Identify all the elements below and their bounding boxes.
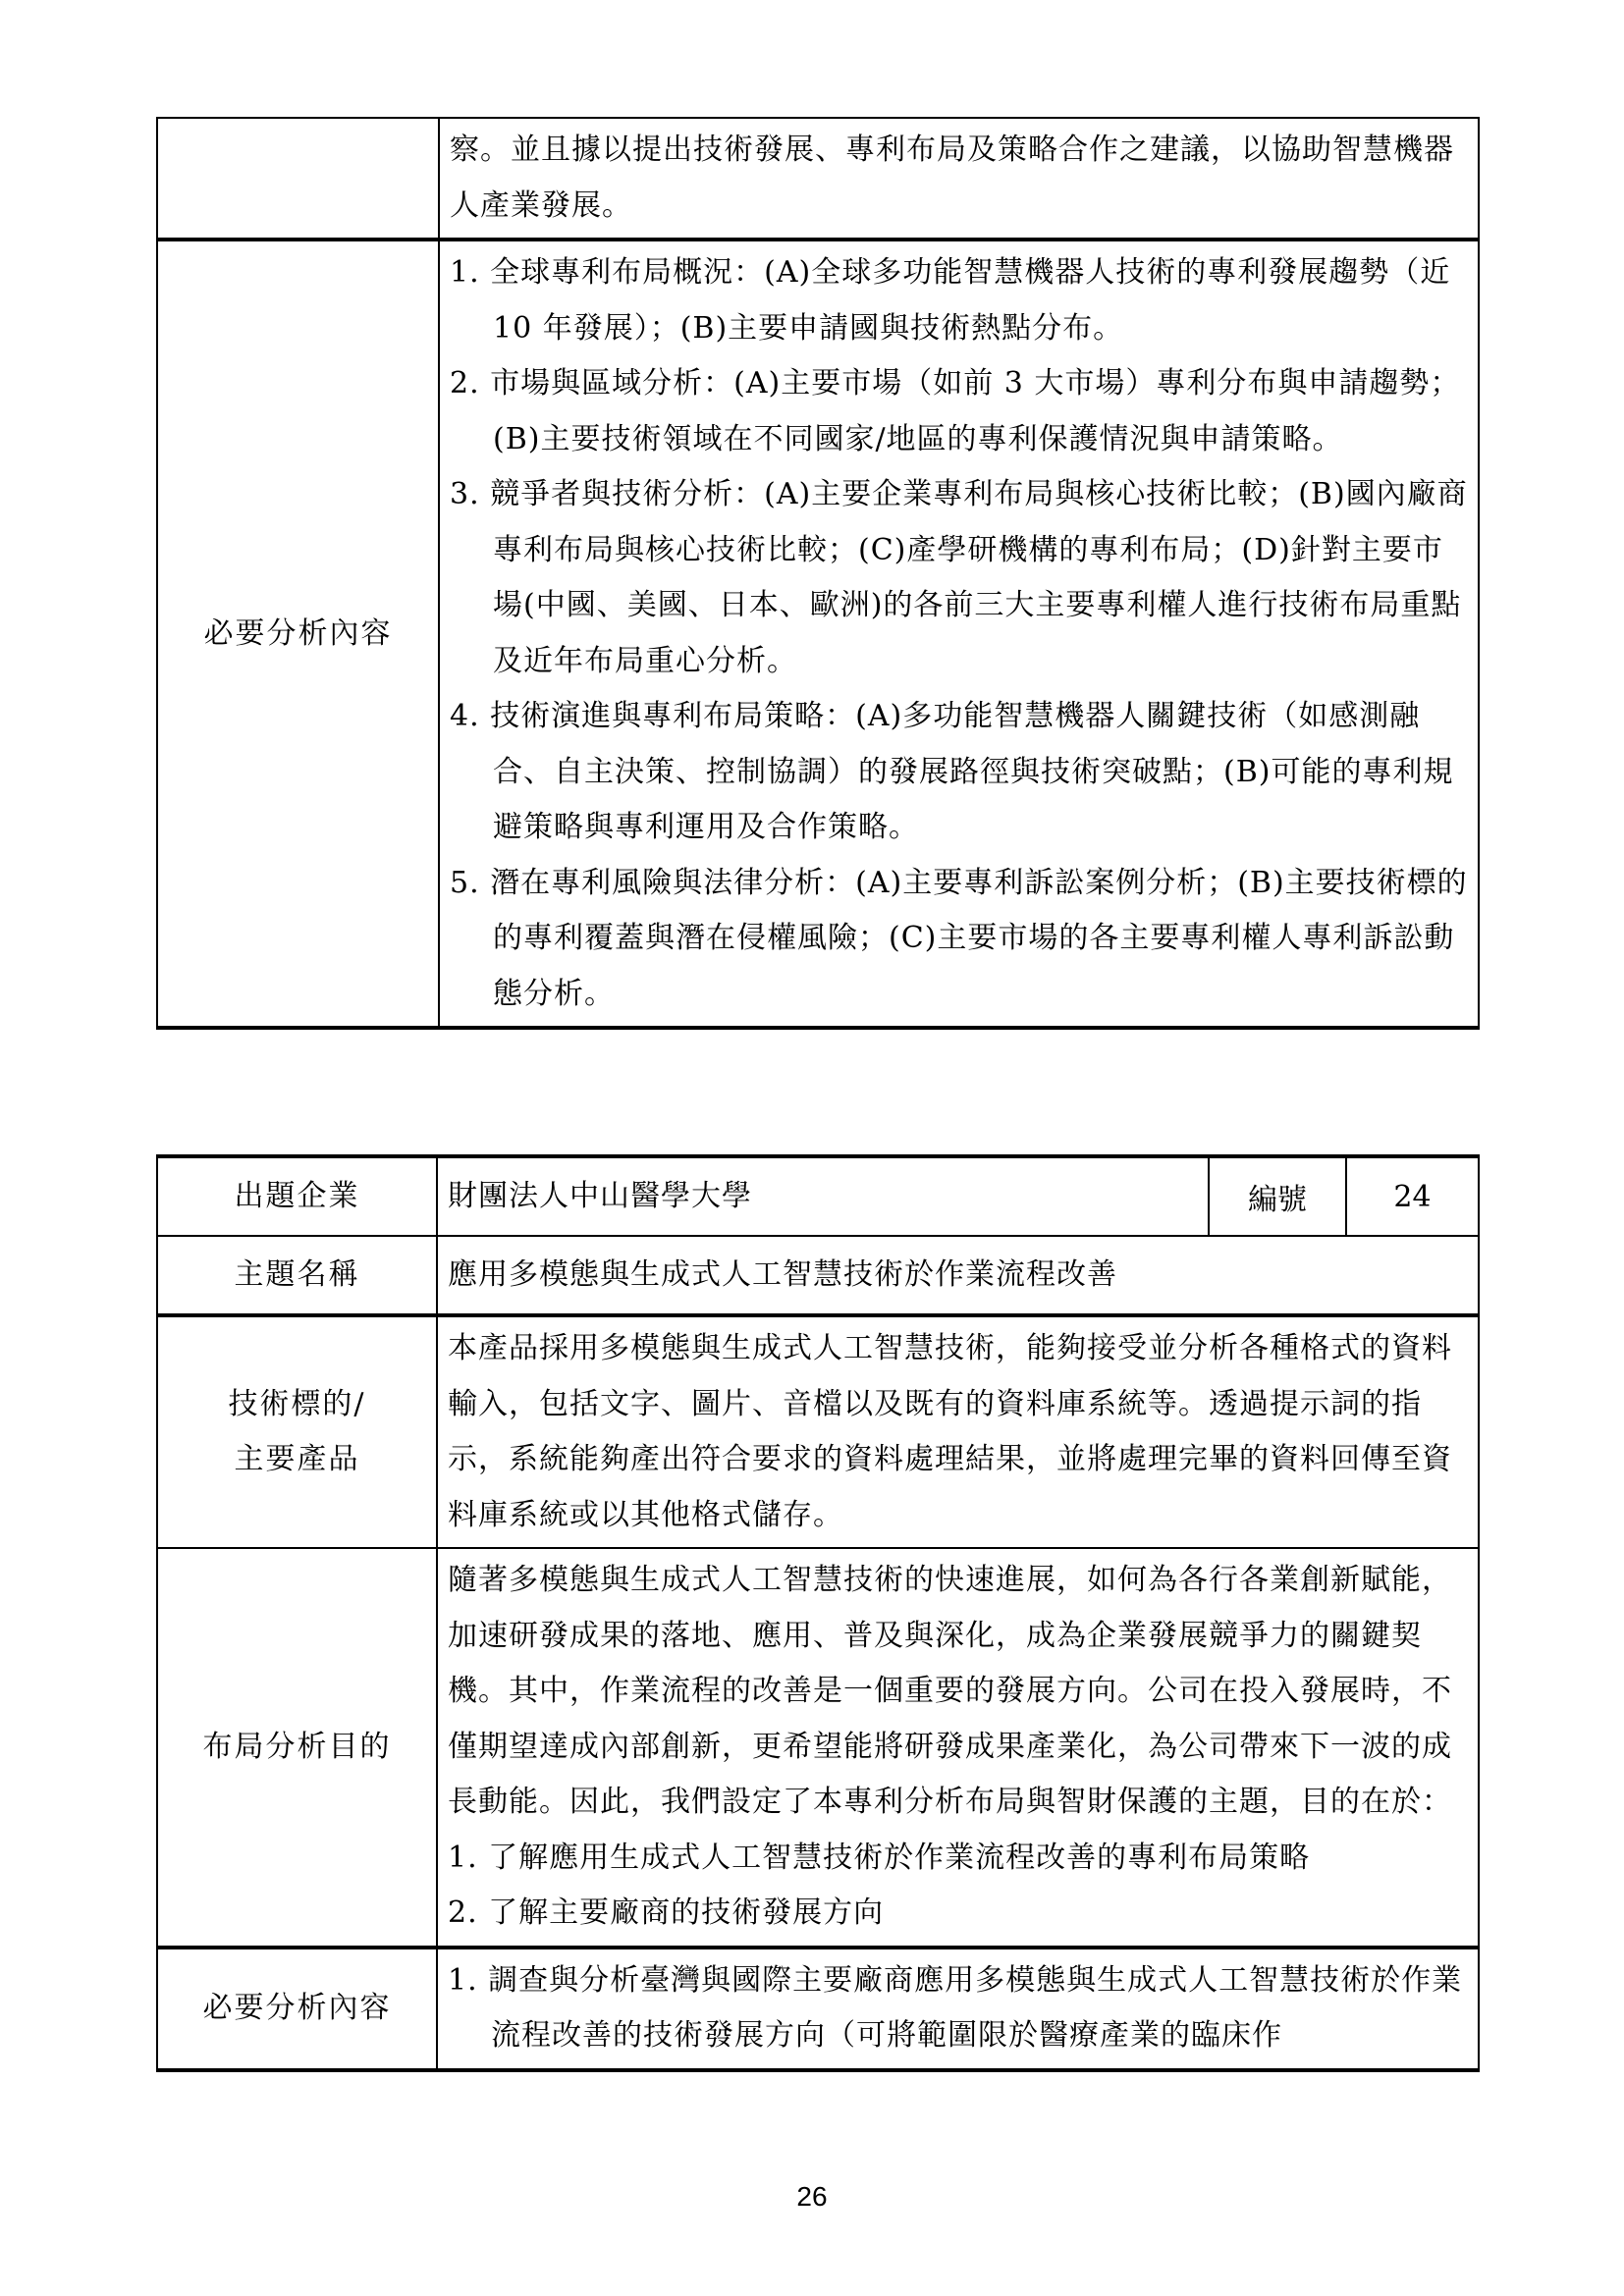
analysis-item: 3. 競爭者與技術分析：(A)主要企業專利布局與核心技術比較；(B)國內廠商專利布局與核心技術比較；(C)產學研機構的專利布局；(D)針對主要市場(中國、美國、日本、歐洲)的各前三大主要專利權人進行技術布局重點及近年布局重心分析。 bbox=[450, 477, 1468, 678]
analysis-item: 2. 市場與區域分析：(A)主要市場（如前 3 大市場）專利分布與申請趨勢；(B)主要技術領域在不同國家/地區的專利保護情況與申請策略。 bbox=[450, 366, 1461, 456]
patent-topic-table-24 bbox=[156, 1154, 1480, 2072]
analysis-item: 1. 全球專利布局概況：(A)全球多功能智慧機器人技術的專利發展趨勢（近 10 年發展）；(B)主要申請國與技術熱點分布。 bbox=[450, 255, 1451, 346]
topic-value: 應用多模態與生成式人工智慧技術於作業流程改善 bbox=[437, 1236, 1479, 1315]
number-value: 24 bbox=[1346, 1156, 1479, 1236]
required-analysis-label: 必要分析內容 bbox=[157, 1948, 437, 2070]
row-label-empty bbox=[157, 118, 439, 240]
page-number: 26 bbox=[796, 2181, 828, 2212]
target-label-line1: 技術標的/ bbox=[228, 1387, 366, 1421]
table-row-company bbox=[157, 1156, 1479, 1236]
purpose-label: 布局分析目的 bbox=[157, 1548, 437, 1948]
analysis-item: 4. 技術演進與專利布局策略：(A)多功能智慧機器人關鍵技術（如感測融合、自主決策、控制協調）的發展路徑與技術突破點；(B)可能的專利規避策略與專利運用及合作策略。 bbox=[450, 699, 1454, 844]
target-product-value bbox=[437, 1315, 1479, 1548]
purpose-item: 1. 了解應用生成式人工智慧技術於作業流程改善的專利布局策略 bbox=[448, 1840, 1311, 1875]
table-row-target-product bbox=[157, 1315, 1479, 1548]
description-continued-text: 察。並且據以提出技術發展、專利布局及策略合作之建議，以協助智慧機器人產業發展。 bbox=[450, 133, 1454, 223]
target-product-label bbox=[157, 1315, 437, 1548]
number-label: 編號 bbox=[1209, 1156, 1346, 1236]
purpose-item: 2. 了解主要廠商的技術發展方向 bbox=[448, 1896, 885, 1930]
description-continued-cell bbox=[439, 118, 1479, 240]
purpose-content bbox=[437, 1548, 1479, 1948]
company-value: 財團法人中山醫學大學 bbox=[437, 1156, 1209, 1236]
patent-topic-table-continued bbox=[156, 117, 1480, 1030]
required-analysis-content bbox=[439, 240, 1479, 1028]
required-analysis-content bbox=[437, 1948, 1479, 2070]
purpose-paragraph: 隨著多模態與生成式人工智慧技術的快速進展，如何為各行各業創新賦能，加速研發成果的落地、應用、普及與深化，成為企業發展競爭力的關鍵契機。其中，作業流程的改善是一個重要的發展方向。公司在投入發展時，不僅期望達成內部創新，更希望能將研發成果產業化，為公司帶來下一波的成長動能。因此，我們設定了本專利分析布局與智財保護的主題，目的在於： bbox=[448, 1563, 1452, 1819]
target-product-text: 本產品採用多模態與生成式人工智慧技術，能夠接受並分析各種格式的資料輸入，包括文字、圖片、音檔以及既有的資料庫系統等。透過提示詞的指示，系統能夠產出符合要求的資料處理結果，並將處理完畢的資料回傳至資料庫系統或以其他格式儲存。 bbox=[448, 1331, 1452, 1532]
company-label: 出題企業 bbox=[157, 1156, 437, 1236]
table-row-required-analysis bbox=[157, 240, 1479, 1028]
table-row-purpose bbox=[157, 1548, 1479, 1948]
table-row-required-analysis bbox=[157, 1948, 1479, 2070]
topic-label: 主題名稱 bbox=[157, 1236, 437, 1315]
analysis-item: 1. 調查與分析臺灣與國際主要廠商應用多模態與生成式人工智慧技術於作業流程改善的技術發展方向（可將範圍限於醫療產業的臨床作 bbox=[448, 1962, 1463, 2053]
target-label-line2: 主要產品 bbox=[234, 1442, 360, 1476]
table-row-description-continued bbox=[157, 118, 1479, 240]
analysis-item: 5. 潛在專利風險與法律分析：(A)主要專利訴訟案例分析；(B)主要技術標的的專利覆蓋與潛在侵權風險；(C)主要市場的各主要專利權人專利訴訟動態分析。 bbox=[450, 865, 1468, 1011]
required-analysis-label: 必要分析內容 bbox=[157, 240, 439, 1028]
table-row-topic bbox=[157, 1236, 1479, 1315]
